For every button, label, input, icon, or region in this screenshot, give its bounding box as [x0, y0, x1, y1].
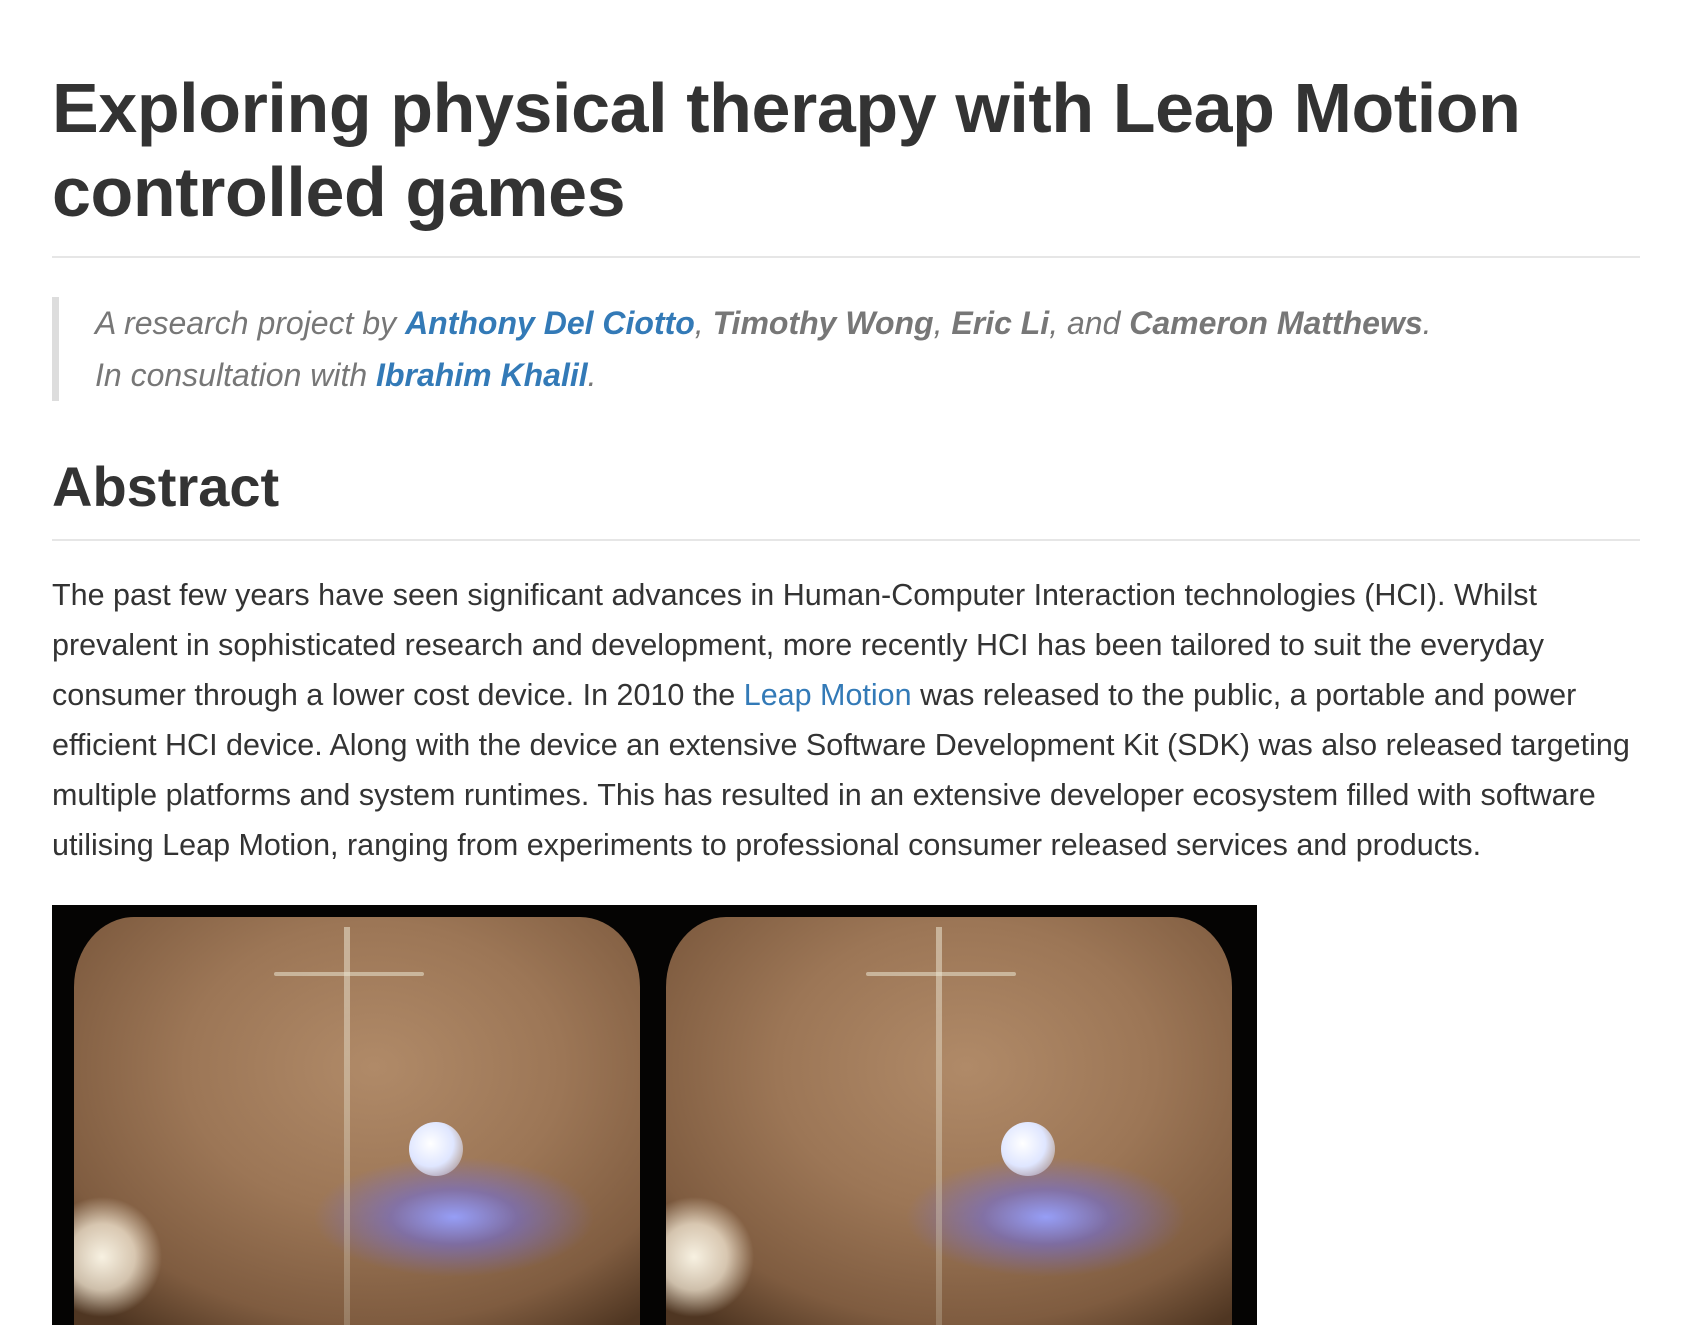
author-eric-li: Eric Li: [951, 305, 1050, 341]
abstract-divider: [52, 539, 1640, 541]
vr-stereo-screenshot: [52, 905, 1257, 1325]
page-title: Exploring physical therapy with Leap Motion controlled games: [52, 69, 1521, 231]
title-divider: [52, 256, 1640, 258]
right-eye-view: [666, 917, 1232, 1325]
author-cameron-matthews: Cameron Matthews: [1129, 305, 1423, 341]
glowing-orb: [409, 1122, 463, 1176]
byline-separator: , and: [1049, 305, 1130, 341]
glowing-orb: [1001, 1122, 1055, 1176]
byline-separator: ,: [694, 305, 713, 341]
byline-separator: ,: [933, 305, 952, 341]
byline-authors: [95, 297, 1640, 349]
mast-shape: [936, 927, 942, 1325]
crossbar-shape: [274, 972, 424, 976]
abstract-paragraph: [52, 570, 1640, 870]
consultation-prefix: In consultation with: [95, 357, 377, 393]
byline-prefix: A research project by: [95, 305, 406, 341]
abstract-text-end: was released to the public, a portable and power efficient HCI device. Along with the device an extensive Software Development Kit (SDK) was also released targeting multiple platforms and system runtimes. This has resulted in an extensive developer ecosystem filled with software utilising Leap Motion, ranging from experiments to professional consumer released services and products.: [52, 678, 1630, 862]
abstract-heading: Abstract: [52, 455, 280, 518]
crossbar-shape: [866, 972, 1016, 976]
byline-blockquote: [52, 297, 1640, 401]
abstract-text-start: The past few years have seen significant advances in Human-Computer Interaction technologies (HCI). Whilst prevalent in sophisticated research and development, more recently HCI has been tailored to suit the everyday consumer through a lower cost device. In 2010 the: [52, 578, 1544, 712]
left-eye-view: [74, 917, 640, 1325]
author-timothy-wong: Timothy Wong: [712, 305, 934, 341]
consultation-end: .: [587, 357, 597, 393]
byline-consultation: [95, 349, 1640, 401]
byline-end: .: [1422, 305, 1432, 341]
consultant-link-ibrahim-khalil[interactable]: Ibrahim Khalil: [376, 357, 588, 393]
leap-motion-link[interactable]: Leap Motion: [743, 678, 912, 712]
mast-shape: [344, 927, 350, 1325]
main-content: [52, 0, 1640, 1325]
author-link-anthony-del-ciotto[interactable]: Anthony Del Ciotto: [405, 305, 695, 341]
